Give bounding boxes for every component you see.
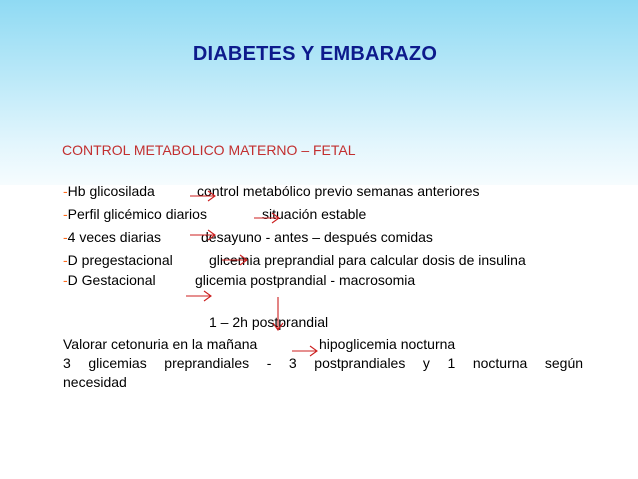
bullet-term: Perfil glicémico diarios — [67, 206, 207, 222]
bullet-line-hb — [63, 183, 155, 199]
arrow-right-icon — [184, 288, 214, 302]
bullet-detail: glicemia postprandial - macrosomia — [195, 272, 416, 288]
bullet-term: D Gestacional — [67, 272, 156, 288]
glycemia-word: y — [422, 355, 430, 371]
glycemia-word: según — [544, 355, 584, 371]
glycemia-word: nocturna — [472, 355, 528, 371]
bullet-marker: - — [63, 272, 68, 288]
arrow-right-icon — [252, 210, 282, 224]
bullet-detail: glicemia preprandial para calcular dosis de insulina — [209, 252, 526, 268]
hypoglycemia-text: hipoglicemia nocturna — [319, 336, 456, 352]
bullet-detail: situación estable — [262, 206, 367, 222]
glycemia-word: postprandiales — [314, 355, 406, 371]
glycemia-word: 3 — [288, 355, 297, 371]
bullet-marker: - — [63, 252, 68, 268]
arrow-right-icon — [220, 252, 250, 266]
glycemia-word: - — [266, 355, 272, 371]
glycemia-line-tail: necesidad — [63, 374, 127, 390]
bullet-detail: desayuno - antes – después comidas — [201, 229, 433, 245]
bullet-marker: - — [63, 183, 68, 199]
bullet-line-gestacional — [63, 272, 156, 288]
bullet-marker: - — [63, 206, 68, 222]
arrow-right-icon — [188, 188, 218, 202]
bullet-line-perfil — [63, 206, 207, 222]
bullet-detail: control metabólico previo semanas anteriores — [197, 183, 480, 199]
glycemia-word: glicemias — [88, 355, 147, 371]
section-heading: CONTROL METABOLICO MATERNO – FETAL — [62, 142, 356, 158]
timing-note: 1 – 2h postprandial — [209, 314, 329, 330]
bullet-term: 4 veces diarias — [67, 229, 162, 245]
ketonuria-text: Valorar cetonuria en la mañana — [63, 336, 258, 352]
bullet-line-pregestacional — [63, 252, 173, 268]
bullet-marker: - — [63, 229, 68, 245]
glycemia-word: 1 — [447, 355, 456, 371]
arrow-right-icon — [290, 343, 320, 357]
bullet-line-veces — [63, 229, 161, 245]
slide-title: DIABETES Y EMBARAZO — [192, 43, 438, 65]
glycemia-word: 3 — [63, 355, 71, 371]
glycemia-line — [63, 355, 583, 371]
glycemia-word: preprandiales — [164, 355, 250, 371]
arrow-down-icon — [270, 295, 286, 335]
bullet-term: D pregestacional — [67, 252, 173, 268]
arrow-right-icon — [188, 227, 218, 241]
bullet-term: Hb glicosilada — [67, 183, 155, 199]
